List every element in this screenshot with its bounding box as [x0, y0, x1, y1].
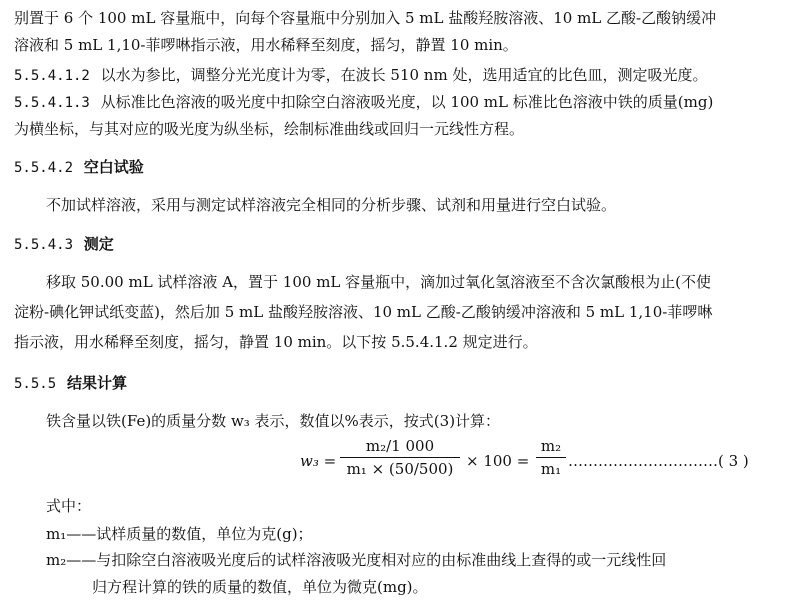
fraction-numerator: m₂/1 000: [340, 437, 460, 458]
fraction-1: [340, 437, 460, 478]
paragraph-text: 移取 50.00 mL 试样溶液 A，置于 100 mL 容量瓶中，滴加过氧化氢溶液至不含次氯酸根为止(不使: [46, 273, 712, 291]
formula-times: × 100 =: [466, 452, 530, 470]
variable-definition-m2: m₂——与扣除空白溶液吸光度后的试样溶液吸光度相对应的由标准曲线上查得的或一元线性回: [46, 551, 667, 569]
clause-number: 5.5.4.1.3: [14, 95, 90, 111]
section-heading-calculation: [14, 373, 127, 394]
section-heading-determination: [14, 234, 114, 255]
paragraph-text: 别置于 6 个 100 mL 容量瓶中，向每个容量瓶中分别加入 5 mL 盐酸羟胺溶液、10 mL 乙酸-乙酸钠缓冲: [14, 9, 717, 27]
fraction-denominator: m₁: [540, 460, 562, 478]
section-title: 结果计算: [66, 374, 127, 392]
fraction-2: [536, 437, 566, 478]
clause-text: 以水为参比，调整分光光度计为零，在波长 510 nm 处，选用适宜的比色皿，测定吸光度。: [100, 66, 708, 84]
paragraph-text: 不加试样溶液，采用与测定试样溶液完全相同的分析步骤、试剂和用量进行空白试验。: [46, 196, 617, 214]
variable-definition-m1: m₁——试样质量的数值，单位为克(g)；: [46, 525, 313, 543]
paragraph-text: 溶液和 5 mL 1,10-菲啰啉指示液，用水稀释至刻度，摇匀，静置 10 min。: [14, 36, 518, 54]
clause-5-5-4-1-2: [14, 65, 707, 86]
section-title: 空白试验: [83, 158, 144, 176]
clause-text: 从标准比色溶液的吸光度中扣除空白溶液吸光度，以 100 mL 标准比色溶液中铁的质量(mg): [100, 93, 714, 111]
section-number: 5.5.4.3: [14, 237, 74, 253]
where-label: 式中：: [46, 497, 92, 515]
section-title: 测定: [83, 235, 114, 253]
equation-number: …………………………( 3 ): [568, 452, 749, 470]
paragraph-text: 铁含量以铁(Fe)的质量分数 w₃ 表示，数值以%表示，按式(3)计算：: [46, 412, 501, 430]
section-heading-blank-test: [14, 157, 144, 178]
fraction-numerator: m₂: [536, 437, 566, 458]
variable-definition-m2-continued: 归方程计算的铁的质量的数值，单位为微克(mg)。: [92, 578, 428, 596]
formula-lhs: w₃ =: [300, 452, 337, 470]
paragraph-text: 淀粉-碘化钾试纸变蓝)，然后加 5 mL 盐酸羟胺溶液、10 mL 乙酸-乙酸钠缓冲溶液和 5 mL 1,10-菲啰啉: [14, 303, 713, 321]
clause-number: 5.5.4.1.2: [14, 68, 90, 84]
clause-text: 为横坐标，与其对应的吸光度为纵坐标，绘制标准曲线或回归一元线性方程。: [14, 120, 525, 138]
clause-5-5-4-1-3: [14, 92, 713, 113]
section-number: 5.5.5: [14, 376, 57, 392]
fraction-denominator: m₁ × (50/500): [346, 460, 454, 478]
paragraph-text: 指示液，用水稀释至刻度，摇匀，静置 10 min。以下按 5.5.4.1.2 规定进行。: [14, 333, 538, 351]
section-number: 5.5.4.2: [14, 160, 74, 176]
